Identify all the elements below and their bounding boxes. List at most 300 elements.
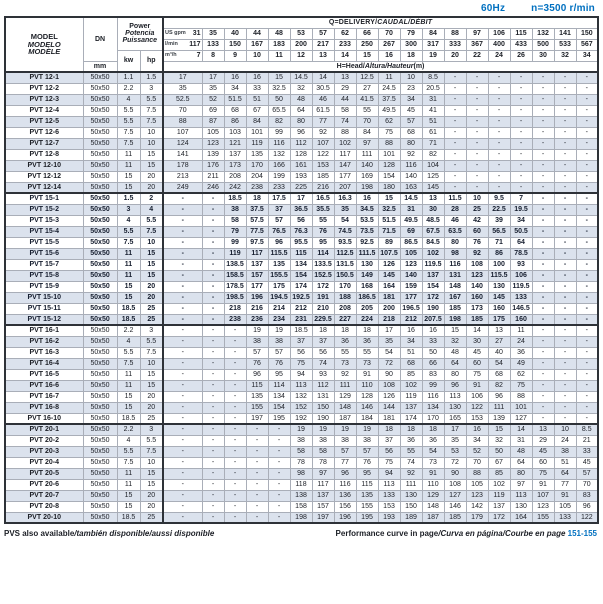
head-value-cell: 54 <box>334 215 356 226</box>
head-value-cell: 28 <box>444 204 466 215</box>
head-value-cell: - <box>444 182 466 193</box>
head-value-cell: 35 <box>202 83 224 94</box>
head-value-cell: - <box>466 83 488 94</box>
dn-cell: 50x50 <box>83 490 117 501</box>
head-value-cell: - <box>466 72 488 83</box>
head-value-cell: 51 <box>400 347 422 358</box>
head-value-cell: - <box>576 314 598 325</box>
kw-cell: 11 <box>117 380 140 391</box>
head-value-cell: - <box>466 182 488 193</box>
kw-cell: 15 <box>117 171 140 182</box>
head-value-cell: 74.5 <box>334 226 356 237</box>
head-value-cell: 32.5 <box>378 204 400 215</box>
head-value-cell: 70 <box>163 105 202 116</box>
kw-cell: 2.2 <box>117 83 140 94</box>
head-value-cell: 140 <box>400 270 422 281</box>
head-value-cell: 34.5 <box>356 204 378 215</box>
dn-cell: 50x50 <box>83 127 117 138</box>
hp-cell: 15 <box>140 468 163 479</box>
head-value-cell: 156 <box>334 501 356 512</box>
table-row <box>5 512 598 523</box>
head-value-cell: 46 <box>312 94 334 105</box>
head-value-cell: 16 <box>466 424 488 435</box>
head-value-cell: - <box>576 237 598 248</box>
head-value-cell: - <box>268 446 290 457</box>
head-value-cell: 198 <box>356 182 378 193</box>
head-value-cell: 36 <box>356 336 378 347</box>
head-value-cell: 94 <box>290 369 312 380</box>
head-value-cell: 42 <box>466 215 488 226</box>
head-value-cell: 73 <box>422 457 444 468</box>
head-value-cell: 10 <box>400 72 422 83</box>
hp-cell: 20 <box>140 292 163 303</box>
model-cell: PVT 16-7 <box>5 391 83 402</box>
head-value-cell: 115 <box>246 380 268 391</box>
power-column-header <box>117 17 163 50</box>
head-value-cell: 86 <box>224 116 246 127</box>
lmin-value: 217 <box>312 39 334 50</box>
head-value-cell: - <box>224 369 246 380</box>
head-value-cell: 112.5 <box>334 248 356 259</box>
head-value-cell: - <box>554 292 576 303</box>
head-value-cell: 172 <box>312 281 334 292</box>
head-value-cell: - <box>510 83 532 94</box>
head-value-cell: 38 <box>356 435 378 446</box>
head-value-cell: 36.5 <box>290 204 312 215</box>
head-value-cell: 102 <box>488 479 510 490</box>
head-value-cell: 72 <box>378 358 400 369</box>
head-value-cell: - <box>554 204 576 215</box>
head-value-cell: - <box>202 303 224 314</box>
head-value-cell: 39 <box>488 215 510 226</box>
head-value-cell: 128 <box>378 160 400 171</box>
head-value-cell: 101 <box>246 127 268 138</box>
head-value-cell: 214 <box>268 303 290 314</box>
head-value-cell: 197 <box>246 413 268 424</box>
head-value-cell: 75 <box>466 369 488 380</box>
head-value-cell: 82 <box>268 116 290 127</box>
head-value-cell: 96 <box>576 501 598 512</box>
head-value-cell: 67 <box>488 457 510 468</box>
head-value-cell: - <box>554 83 576 94</box>
head-value-cell: 108 <box>444 479 466 490</box>
kw-cell: 2.2 <box>117 424 140 435</box>
head-value-cell: - <box>224 501 246 512</box>
head-value-cell: 14 <box>466 325 488 336</box>
head-value-cell: - <box>224 325 246 336</box>
head-value-cell: 191 <box>312 292 334 303</box>
table-row <box>5 413 598 424</box>
head-value-cell: - <box>444 149 466 160</box>
head-value-cell: 174 <box>290 281 312 292</box>
head-value-cell: 92 <box>466 248 488 259</box>
head-value-cell: 105 <box>466 479 488 490</box>
head-value-cell: 57 <box>246 347 268 358</box>
head-value-cell: 152 <box>290 402 312 413</box>
head-value-cell: 82 <box>488 380 510 391</box>
table-row <box>5 226 598 237</box>
head-value-cell: 18 <box>356 325 378 336</box>
head-value-cell: 155 <box>356 501 378 512</box>
head-value-cell: 92 <box>312 127 334 138</box>
head-value-cell: - <box>576 325 598 336</box>
model-cell: PVT 15-11 <box>5 303 83 314</box>
head-value-cell: 32 <box>290 83 312 94</box>
table-row <box>5 391 598 402</box>
head-value-cell: - <box>466 171 488 182</box>
head-value-cell: - <box>532 149 554 160</box>
head-value-cell: 29 <box>334 83 356 94</box>
kw-cell: 5.5 <box>117 446 140 457</box>
dn-cell: 50x50 <box>83 380 117 391</box>
m3h-value: 13 <box>312 50 334 61</box>
head-value-cell: - <box>202 424 224 435</box>
kw-cell: 15 <box>117 402 140 413</box>
head-value-cell: - <box>554 402 576 413</box>
head-value-cell: 96 <box>246 369 268 380</box>
head-value-cell: 75 <box>510 380 532 391</box>
head-value-cell: - <box>532 237 554 248</box>
head-value-cell: 216 <box>312 182 334 193</box>
head-value-cell: 218 <box>378 314 400 325</box>
head-value-cell: 57 <box>334 446 356 457</box>
head-value-cell: 119 <box>400 391 422 402</box>
head-value-cell: 54 <box>378 347 400 358</box>
dn-cell: 50x50 <box>83 369 117 380</box>
lmin-value: 167 <box>246 39 268 50</box>
head-value-cell: 212 <box>290 303 312 314</box>
head-value-cell: 173 <box>224 160 246 171</box>
head-value-cell: - <box>576 204 598 215</box>
head-value-cell: - <box>163 369 202 380</box>
head-value-cell: 37 <box>290 336 312 347</box>
head-value-cell: 57 <box>356 446 378 457</box>
head-value-cell: 60 <box>532 457 554 468</box>
head-value-cell: 41.5 <box>356 94 378 105</box>
head-value-cell: 17 <box>378 325 400 336</box>
head-value-cell: 16.3 <box>334 193 356 204</box>
head-value-cell: 69 <box>202 105 224 116</box>
head-value-cell: 192.5 <box>290 292 312 303</box>
head-value-cell: 150.5 <box>334 270 356 281</box>
head-value-cell: - <box>510 105 532 116</box>
head-value-cell: 176 <box>202 160 224 171</box>
head-value-cell: - <box>554 336 576 347</box>
head-value-cell: 83 <box>576 490 598 501</box>
gpm-value: 132 <box>532 28 554 39</box>
head-value-cell: - <box>224 413 246 424</box>
head-value-cell: 145 <box>378 270 400 281</box>
head-value-cell: - <box>554 413 576 424</box>
model-cell: PVT 15-7 <box>5 259 83 270</box>
head-value-cell: - <box>163 303 202 314</box>
head-value-cell: 149 <box>356 270 378 281</box>
head-value-cell: - <box>224 479 246 490</box>
head-value-cell: 38 <box>554 446 576 457</box>
head-value-cell: 130 <box>356 259 378 270</box>
head-value-cell: 38 <box>312 435 334 446</box>
head-value-cell: 148 <box>444 281 466 292</box>
hp-cell: 20 <box>140 490 163 501</box>
head-value-cell: 90 <box>378 369 400 380</box>
model-cell: PVT 16-6 <box>5 380 83 391</box>
hp-cell: 7.5 <box>140 116 163 127</box>
performance-curve-note <box>336 529 599 538</box>
head-value-cell: 129 <box>334 391 356 402</box>
head-value-cell: 75 <box>378 127 400 138</box>
model-cell: PVT 15-8 <box>5 270 83 281</box>
head-value-cell: 107.5 <box>378 248 400 259</box>
head-value-cell: 55 <box>400 446 422 457</box>
head-value-cell: 8.5 <box>422 72 444 83</box>
head-value-cell: 114 <box>268 380 290 391</box>
model-cell: PVT 16-5 <box>5 369 83 380</box>
dn-cell: 50x50 <box>83 105 117 116</box>
model-cell: PVT 20-3 <box>5 446 83 457</box>
head-value-cell: - <box>554 215 576 226</box>
head-value-cell: - <box>224 336 246 347</box>
hp-cell: 20 <box>140 501 163 512</box>
head-value-cell: 136 <box>334 490 356 501</box>
head-value-cell: 104 <box>422 160 444 171</box>
head-value-cell: - <box>576 160 598 171</box>
head-value-cell: 190 <box>312 413 334 424</box>
head-value-cell: - <box>224 424 246 435</box>
head-value-cell: 92 <box>400 468 422 479</box>
model-cell: PVT 15-9 <box>5 281 83 292</box>
head-value-cell: 8.5 <box>576 424 598 435</box>
head-value-cell: 84 <box>356 127 378 138</box>
head-value-cell: 249 <box>163 182 202 193</box>
head-value-cell: 34 <box>400 94 422 105</box>
model-cell: PVT 12-14 <box>5 182 83 193</box>
head-value-cell: - <box>576 413 598 424</box>
table-body <box>5 72 598 523</box>
head-value-cell: - <box>554 369 576 380</box>
head-value-cell: - <box>532 215 554 226</box>
head-value-cell: 40 <box>488 347 510 358</box>
head-value-cell: 175 <box>268 281 290 292</box>
head-value-cell: 95.5 <box>290 237 312 248</box>
head-value-cell: 75 <box>290 358 312 369</box>
head-value-cell: 44 <box>334 94 356 105</box>
dn-cell: 50x50 <box>83 215 117 226</box>
dn-cell: 50x50 <box>83 160 117 171</box>
head-value-cell: - <box>202 336 224 347</box>
m3h-value: 22 <box>466 50 488 61</box>
head-value-cell: 216 <box>246 303 268 314</box>
head-value-cell: - <box>576 226 598 237</box>
head-value-cell: 102 <box>400 380 422 391</box>
head-value-cell: - <box>246 501 268 512</box>
head-value-cell: - <box>488 138 510 149</box>
gpm-value: 141 <box>554 28 576 39</box>
curve-page-numbers: 151-155 <box>567 529 597 538</box>
head-value-cell: - <box>163 358 202 369</box>
head-value-cell: 70 <box>466 457 488 468</box>
head-value-cell: 65.5 <box>268 105 290 116</box>
head-value-cell: 18 <box>378 424 400 435</box>
head-value-cell: - <box>202 369 224 380</box>
head-value-cell: - <box>224 391 246 402</box>
head-value-cell: 154 <box>290 270 312 281</box>
head-value-cell: - <box>202 347 224 358</box>
head-value-cell: 116 <box>268 138 290 149</box>
head-value-cell: 76.3 <box>290 226 312 237</box>
head-value-cell: 45 <box>400 105 422 116</box>
head-value-cell: 158.5 <box>224 270 246 281</box>
hp-cell: 20 <box>140 281 163 292</box>
head-value-cell: 76 <box>356 457 378 468</box>
head-value-cell: - <box>554 182 576 193</box>
gpm-value: 66 <box>356 28 378 39</box>
head-value-cell: 70 <box>356 116 378 127</box>
hp-cell: 7.5 <box>140 446 163 457</box>
head-value-cell: 111 <box>400 479 422 490</box>
kw-cell: 5.5 <box>117 347 140 358</box>
head-value-cell: 224 <box>356 314 378 325</box>
dn-cell: 50x50 <box>83 303 117 314</box>
head-value-cell: 198.5 <box>224 292 246 303</box>
model-cell: PVT 16-10 <box>5 413 83 424</box>
head-value-cell: 24 <box>554 435 576 446</box>
head-value-cell: 75 <box>378 457 400 468</box>
head-value-cell: 50 <box>488 446 510 457</box>
head-value-cell: 208 <box>224 171 246 182</box>
dn-cell: 50x50 <box>83 391 117 402</box>
head-value-cell: - <box>576 193 598 204</box>
head-value-cell: - <box>444 72 466 83</box>
head-value-cell: 78 <box>290 457 312 468</box>
head-value-cell: 50.5 <box>510 226 532 237</box>
head-value-cell: 17 <box>444 424 466 435</box>
head-value-cell: 19 <box>356 424 378 435</box>
head-value-cell: 175 <box>488 314 510 325</box>
head-value-cell: - <box>488 116 510 127</box>
power-label-es: Potencia <box>125 30 155 38</box>
head-value-cell: 37 <box>378 435 400 446</box>
head-value-cell: - <box>510 171 532 182</box>
head-value-cell: - <box>163 314 202 325</box>
head-value-cell: 142 <box>466 501 488 512</box>
head-value-cell: - <box>576 215 598 226</box>
head-value-cell: - <box>444 116 466 127</box>
head-value-cell: 27 <box>488 336 510 347</box>
dn-cell: 50x50 <box>83 468 117 479</box>
dn-cell: 50x50 <box>83 72 117 83</box>
head-value-cell: - <box>576 347 598 358</box>
lmin-value: 317 <box>422 39 444 50</box>
head-value-cell: 98 <box>444 248 466 259</box>
head-value-cell: 139 <box>202 149 224 160</box>
head-value-cell: - <box>554 138 576 149</box>
head-value-cell: - <box>202 391 224 402</box>
table-row <box>5 270 598 281</box>
head-value-cell: 17 <box>202 72 224 83</box>
head-value-cell: - <box>532 204 554 215</box>
model-cell: PVT 16-3 <box>5 347 83 358</box>
dn-cell: 50x50 <box>83 435 117 446</box>
head-value-cell: 64 <box>510 457 532 468</box>
hp-cell: 5.5 <box>140 94 163 105</box>
head-value-cell: 87 <box>202 116 224 127</box>
gpm-value: 57 <box>312 28 334 39</box>
model-cell: PVT 15-5 <box>5 237 83 248</box>
dn-cell: 50x50 <box>83 83 117 94</box>
model-cell: PVT 12-2 <box>5 83 83 94</box>
head-value-cell: 55 <box>356 347 378 358</box>
head-value-cell: 52.5 <box>163 94 202 105</box>
head-value-cell: 55 <box>312 215 334 226</box>
head-value-cell: 41 <box>422 105 444 116</box>
head-value-cell: 35 <box>334 204 356 215</box>
head-value-cell: - <box>202 325 224 336</box>
head-value-cell: 205 <box>356 303 378 314</box>
head-value-cell: 64 <box>554 468 576 479</box>
head-value-cell: 145 <box>488 292 510 303</box>
head-value-cell: 14 <box>510 424 532 435</box>
head-value-cell: 32.5 <box>268 83 290 94</box>
m3h-value: 24 <box>488 50 510 61</box>
head-value-cell: - <box>202 226 224 237</box>
head-value-cell: - <box>532 259 554 270</box>
head-value-cell: 124 <box>163 138 202 149</box>
head-value-cell: 163 <box>400 182 422 193</box>
head-value-cell: 111 <box>488 402 510 413</box>
head-label-intl: Altura/Hauteur <box>364 62 414 70</box>
head-value-cell: - <box>510 138 532 149</box>
lmin-value: 267 <box>378 39 400 50</box>
head-value-cell: 38 <box>334 435 356 446</box>
dn-cell: 50x50 <box>83 446 117 457</box>
head-value-cell: 82 <box>422 149 444 160</box>
hp-cell: 25 <box>140 512 163 523</box>
hp-cell: 15 <box>140 160 163 171</box>
kw-cell: 15 <box>117 182 140 193</box>
head-value-cell: 48 <box>444 347 466 358</box>
head-value-cell: 88 <box>378 138 400 149</box>
head-value-cell: - <box>224 380 246 391</box>
head-value-cell: 192 <box>290 413 312 424</box>
head-value-cell: 126 <box>378 391 400 402</box>
head-value-cell: 38 <box>268 336 290 347</box>
table-row <box>5 193 598 204</box>
kw-cell: 11 <box>117 270 140 281</box>
head-value-cell: 128 <box>356 391 378 402</box>
head-value-cell: - <box>576 380 598 391</box>
dn-cell: 50x50 <box>83 226 117 237</box>
head-value-cell: 97 <box>312 468 334 479</box>
head-value-cell: 80 <box>290 116 312 127</box>
head-value-cell: 16 <box>400 325 422 336</box>
table-row <box>5 105 598 116</box>
head-value-cell: 146 <box>444 501 466 512</box>
head-value-cell: 71.5 <box>378 226 400 237</box>
head-value-cell: 88 <box>510 391 532 402</box>
head-value-cell: 16 <box>224 72 246 83</box>
head-value-cell: 92.5 <box>356 237 378 248</box>
head-value-cell: 108 <box>466 259 488 270</box>
head-value-cell: - <box>576 281 598 292</box>
head-value-cell: 18 <box>334 325 356 336</box>
table-row <box>5 336 598 347</box>
head-value-cell: 99 <box>422 380 444 391</box>
head-value-cell: 58 <box>224 215 246 226</box>
dn-unit-header: mm <box>83 61 117 72</box>
head-value-cell: 30 <box>422 204 444 215</box>
head-value-cell: 69 <box>400 226 422 237</box>
dn-cell: 50x50 <box>83 479 117 490</box>
